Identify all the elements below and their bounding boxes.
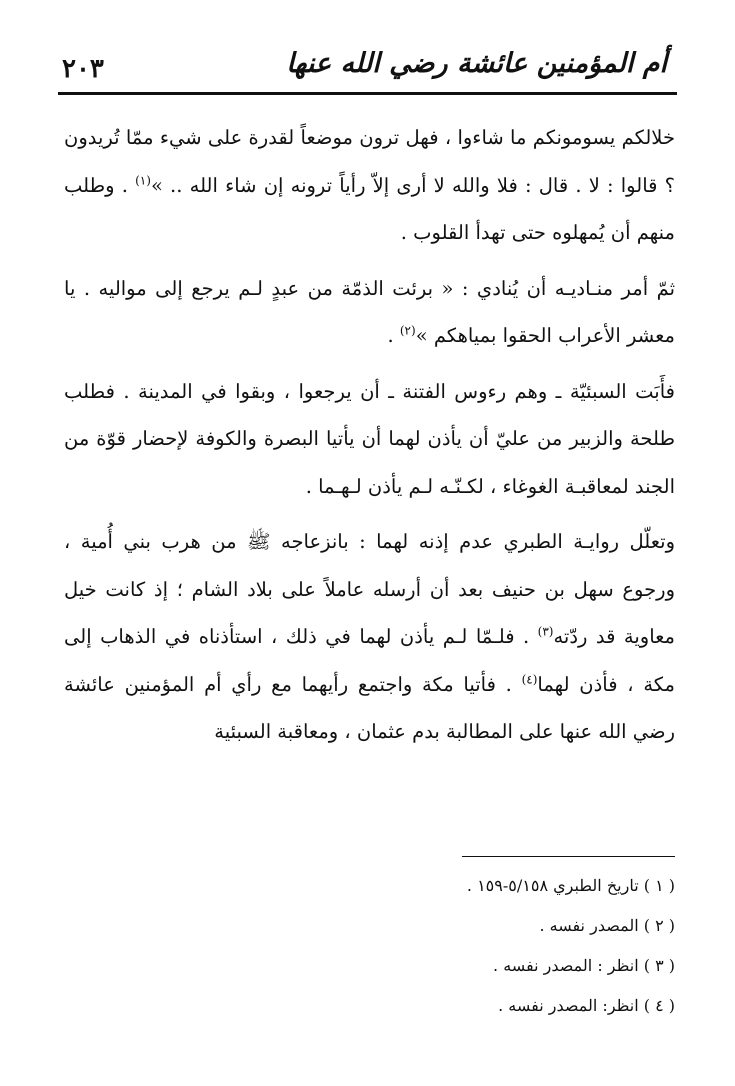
paragraph-text: ثمّ أمر منـاديـه أن يُنادي : « برئت الذمّة من عبدٍ لـم يرجع إلى مواليه . يا معشر الأعراب الحقوا بمياهكم » [64,276,675,347]
paragraph-2 [64,265,675,360]
footnote-ref-1: (١) [135,173,151,187]
footnote-separator [462,856,675,857]
paragraph-text-cont: . وطلب منهم أن يُمهلوه حتى تهدأ القلوب . [64,173,675,244]
page-header [58,40,677,92]
paragraph-3 [64,368,675,511]
footnotes [200,866,675,1026]
paragraph-text-cont: . فلـمّا لـم يأذن لهما في ذلك ، استأذناه في الذهاب إلى مكة ، فأذن لهما [64,625,675,696]
paragraph-text-cont: . [387,324,400,347]
footnote-ref-3: (٣) [537,624,554,639]
paragraph-text: وتعلّل روايـة الطبري عدم إذنه لهما : بانزعاجه ﷺ من هرب بني أُمية ، ورجوع سهل بن حنيف بعد أن أرسله عاملاً على بلاد الشام ؛ إذ كانت خيل معاوية قد ردّته [64,530,676,648]
paragraph-text-cont: . فأتيا مكة واجتمع رأيهما مع رأي أم المؤمنين عائشة رضي الله عنها على المطالبة بدم عثمان ، ومعاقبة السبئية [64,672,675,743]
footnote-3: ( ٣ ) انظر : المصدر نفسه . [493,956,675,975]
paragraph-4 [64,518,675,756]
running-title: أم المؤمنين عائشة رضي الله عنها [286,48,667,79]
footnote-1: ( ١ ) تاريخ الطبري ٥/١٥٨-١٥٩ . [466,876,675,895]
page-number: ٢٠٣ [62,54,104,84]
main-text [64,114,675,756]
paragraph-text: فأَبَت السبئيّة ـ وهم رءوس الفتنة ـ أن يرجعوا ، وبقوا في المدينة . فطلب طلحة والزبير من عليّ أن يأذن لهما أن يأتيا البصرة والكوفة لإحضار قوّة من الجند لمعاقبـة الغوغاء ، لكـنّـه لـم يأذن لـهـما . [64,379,675,498]
footnote-2: ( ٢ ) المصدر نفسه . [539,916,675,935]
footnote-ref-2: (٢) [399,323,416,338]
header-rule [58,92,677,95]
footnote-ref-4: (٤) [521,672,538,686]
footnote-4: ( ٤ ) انظر: المصدر نفسه . [498,996,675,1015]
paragraph-1 [64,114,675,257]
paragraph-text: خلالكم يسومونكم ما شاءوا ، فهل ترون موضعاً لقدرة على شيء ممّا تُريدون ؟ قالوا : لا . قال : فلا والله لا أرى إلاّ رأياً ترونه إن شاء الله .. » [64,126,675,197]
